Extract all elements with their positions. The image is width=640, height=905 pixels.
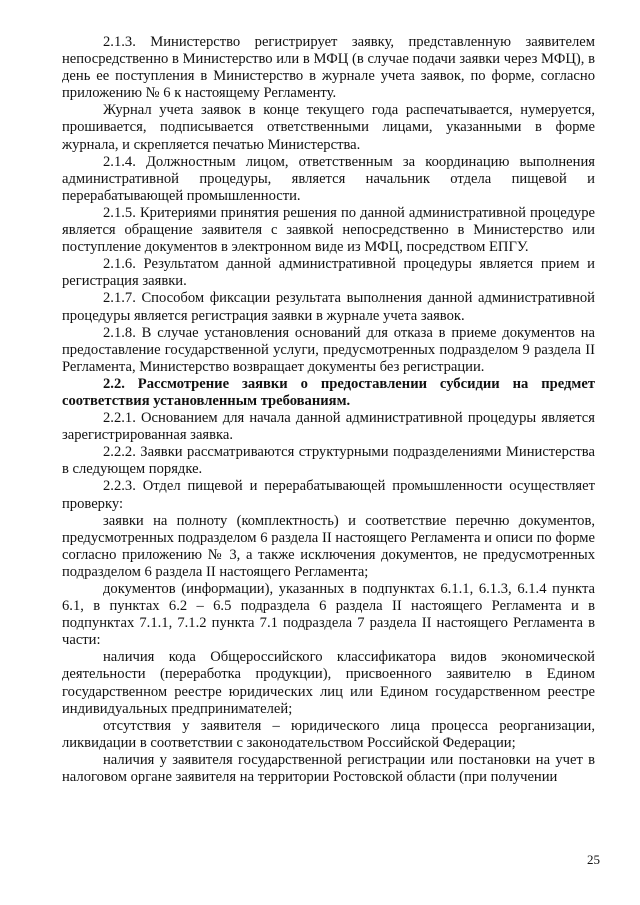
page-number: 25 xyxy=(587,852,600,867)
paragraph-no-reorganization: отсутствия у заявителя – юридического лица процесса реорганизации, ликвидации в соответствии с законодательством Российской Федерации; xyxy=(62,717,595,751)
paragraph-2-2-3: 2.2.3. Отдел пищевой и перерабатывающей промышленности осуществляет проверку: xyxy=(62,478,595,512)
paragraph-2-2-2: 2.2.2. Заявки рассматриваются структурными подразделениями Министерства в следующем порядке. xyxy=(62,444,595,478)
paragraph-completeness-check: заявки на полноту (комплектность) и соответствие перечню документов, предусмотренных подразделом 6 раздела II настоящего Регламента и описи по форме согласно приложению № 3, а также исключения документов, не предусмотренных подразделом 6 раздела II настоящего Регламента; xyxy=(62,512,595,580)
paragraph-2-1-7: 2.1.7. Способом фиксации результата выполнения данной административной процедуры является регистрация заявки в журнале учета заявок. xyxy=(62,290,595,324)
paragraph-2-1-3: 2.1.3. Министерство регистрирует заявку, представленную заявителем непосредственно в Министерство или в МФЦ (в случае подачи заявки через МФЦ), в день ее поступления в Министерство в журнале учета заявок, по форме, согласно приложению № 6 к настоящему Регламенту. xyxy=(62,34,595,102)
paragraph-2-1-4: 2.1.4. Должностным лицом, ответственным за координацию выполнения административной процедуры, является начальник отдела пищевой и перерабатывающей промышленности. xyxy=(62,153,595,204)
paragraph-okved-code: наличия кода Общероссийского классификатора видов экономической деятельности (переработка продукции), присвоенного заявителю в Едином государственном реестре юридических лиц или Едином государственном реестре индивидуальных предпринимателей; xyxy=(62,649,595,717)
section-heading-2-2: 2.2. Рассмотрение заявки о предоставлении субсидии на предмет соответствия установленным требованиям. xyxy=(62,375,595,409)
paragraph-tax-registration: наличия у заявителя государственной регистрации или постановки на учет в налоговом органе заявителя на территории Ростовской области (при получении xyxy=(62,751,595,786)
document-body xyxy=(62,34,595,786)
paragraph-journal: Журнал учета заявок в конце текущего года распечатывается, нумеруется, прошивается, подписывается ответственными лицами, указанными в форме журнала, и скрепляется печатью Министерства. xyxy=(62,102,595,153)
paragraph-2-1-8: 2.1.8. В случае установления оснований для отказа в приеме документов на предоставление государственной услуги, предусмотренных подразделом 9 раздела II Регламента, Министерство возвращает документы без регистрации. xyxy=(62,324,595,375)
paragraph-2-1-5: 2.1.5. Критериями принятия решения по данной административной процедуре является обращение заявителя с заявкой непосредственно в Министерство или поступление документов в электронном виде из МФЦ, посредством ЕПГУ. xyxy=(62,204,595,256)
paragraph-2-1-6: 2.1.6. Результатом данной административной процедуры является прием и регистрация заявки. xyxy=(62,256,595,290)
paragraph-documents-check: документов (информации), указанных в подпунктах 6.1.1, 6.1.3, 6.1.4 пункта 6.1, в пунктах 6.2 – 6.5 подраздела 6 раздела II настоящего Регламента и в подпунктах 7.1.1, 7.1.2 пункта 7.1 подраздела 7 раздела II настоящего Регламента в части: xyxy=(62,581,595,649)
paragraph-2-2-1: 2.2.1. Основанием для начала данной административной процедуры является зарегистрированная заявка. xyxy=(62,410,595,444)
